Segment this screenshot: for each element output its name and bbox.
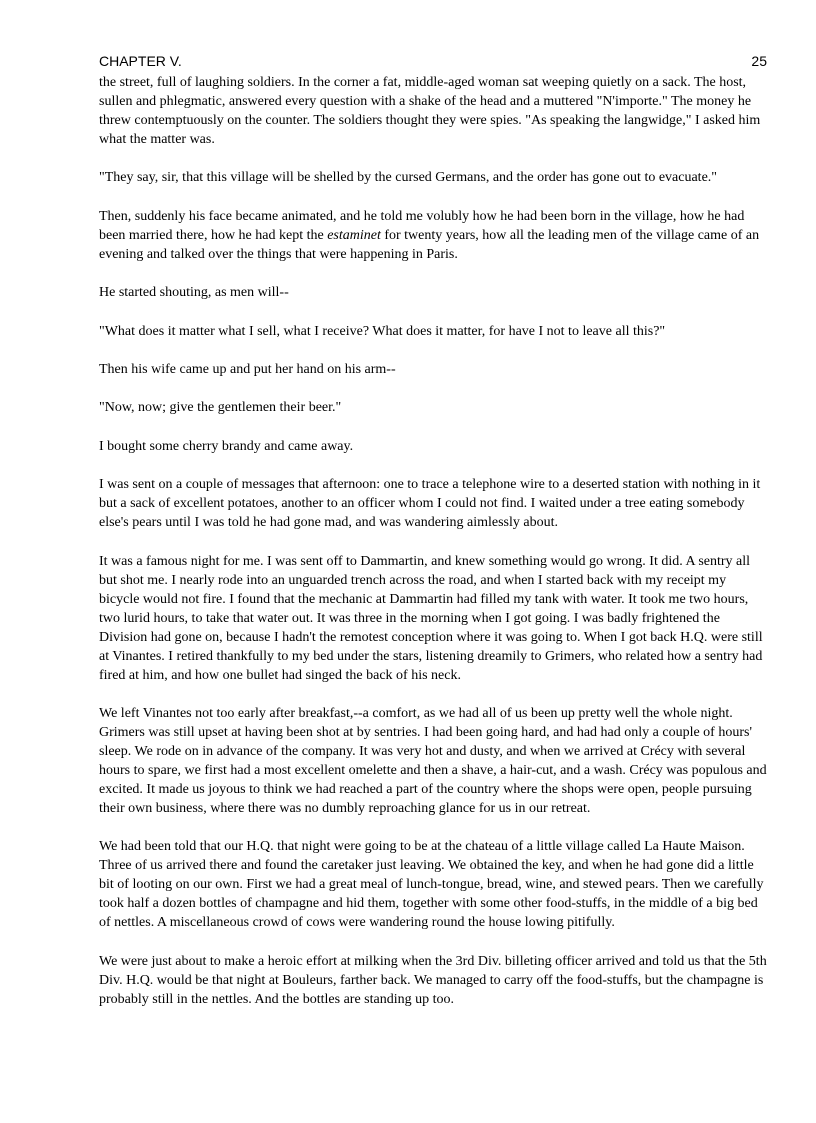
paragraph: We had been told that our H.Q. that night were going to be at the chateau of a little village called La Haute Maison. Three of us arrived there and found the caretaker just leaving. We obtained the key, and when he had gone did a little bit of looting on our own. First we had a great meal of lunch-tongue, bread, wine, and stewed pears. Then we carefully took half a dozen bottles of champagne and hid them, together with some other food-stuffs, in the middle of a big bed of nettles. A miscellaneous crowd of cows were wandering round the house lowing pitifully.: [99, 839, 764, 931]
running-header: [99, 52, 767, 70]
paragraph: "What does it matter what I sell, what I receive? What does it matter, for have I not to leave all this?": [99, 323, 666, 339]
paragraph: I was sent on a couple of messages that afternoon: one to trace a telephone wire to a deserted station with nothing in it but a sack of excellent potatoes, another to an officer whom I could not find. I waited under a tree eating somebody else's pears until I was told he had gone mad, and was wandering aimlessly about.: [99, 477, 761, 531]
paragraph: "They say, sir, that this village will be shelled by the cursed Germans, and the order has gone out to evacuate.": [99, 170, 718, 186]
emphasized-word: estaminet: [327, 227, 381, 243]
page-number: 25: [751, 53, 767, 69]
paragraph-with-emphasis: [99, 207, 767, 264]
paragraph: It was a famous night for me. I was sent off to Dammartin, and knew something would go wrong. It did. A sentry all but shot me. I nearly rode into an unguarded trench across the road, and when I started back with my receipt my bicycle would not fire. I found that the mechanic at Dammartin had filled my tank with water. It took me two hours, two lurid hours, to take that water out. It was three in the morning when I got going. I was badly frightened the Division had gone on, because I hadn't the remotest conception where it was going to. When I got back H.Q. were still at Vinantes. I retired thankfully to my bed under the stars, listening dreamily to Grimers, who related how a sentry had fired at him, and how one bullet had singed the back of his neck.: [99, 553, 763, 683]
paragraph: He started shouting, as men will--: [99, 285, 289, 301]
paragraph-text: for twenty years, how all the leading men of the village came of an evening and talked over the things that were happening in Paris.: [99, 227, 760, 262]
book-page: [99, 52, 767, 1009]
paragraph: I bought some cherry brandy and came away.: [99, 438, 354, 454]
paragraph: "Now, now; give the gentlemen their beer.": [99, 400, 342, 416]
chapter-heading: CHAPTER V.: [99, 53, 182, 69]
paragraph: We left Vinantes not too early after breakfast,--a comfort, as we had all of us been up pretty well the whole night. Grimers was still upset at having been shot at by sentries. I had been going hard, and had had only a couple of hours' sleep. We rode on in advance of the company. It was very hot and dusty, and when we arrived at Crécy with several hours to spare, we first had a most excellent omelette and then a shave, a hair-cut, and a wash. Crécy was populous and excited. It made us joyous to think we had reached a part of the country where the shops were open, people pursuing their own business, where there was no dumbly reproaching glance for us in our retreat.: [99, 705, 767, 816]
paragraph: Then his wife came up and put her hand on his arm--: [99, 361, 396, 377]
paragraph: We were just about to make a heroic effort at milking when the 3rd Div. billeting officer arrived and told us that the 5th Div. H.Q. would be that night at Bouleurs, farther back. We managed to carry off the food-stuffs, but the champagne is probably still in the nettles. And the bottles are standing up too.: [99, 953, 767, 1007]
body-text: [99, 73, 767, 1009]
paragraph: the street, full of laughing soldiers. In the corner a fat, middle-aged woman sat weeping quietly on a sack. The host, sullen and phlegmatic, answered every question with a shake of the head and a muttered "N'importe." The money he threw contemptuously on the counter. The soldiers thought they were spies. "As speaking the langwidge," I asked him what the matter was.: [99, 75, 761, 147]
paragraph-text: Then, suddenly his face became animated, and he told me volubly how he had been born in the village, how he had been married there, how he had kept the: [99, 208, 745, 243]
